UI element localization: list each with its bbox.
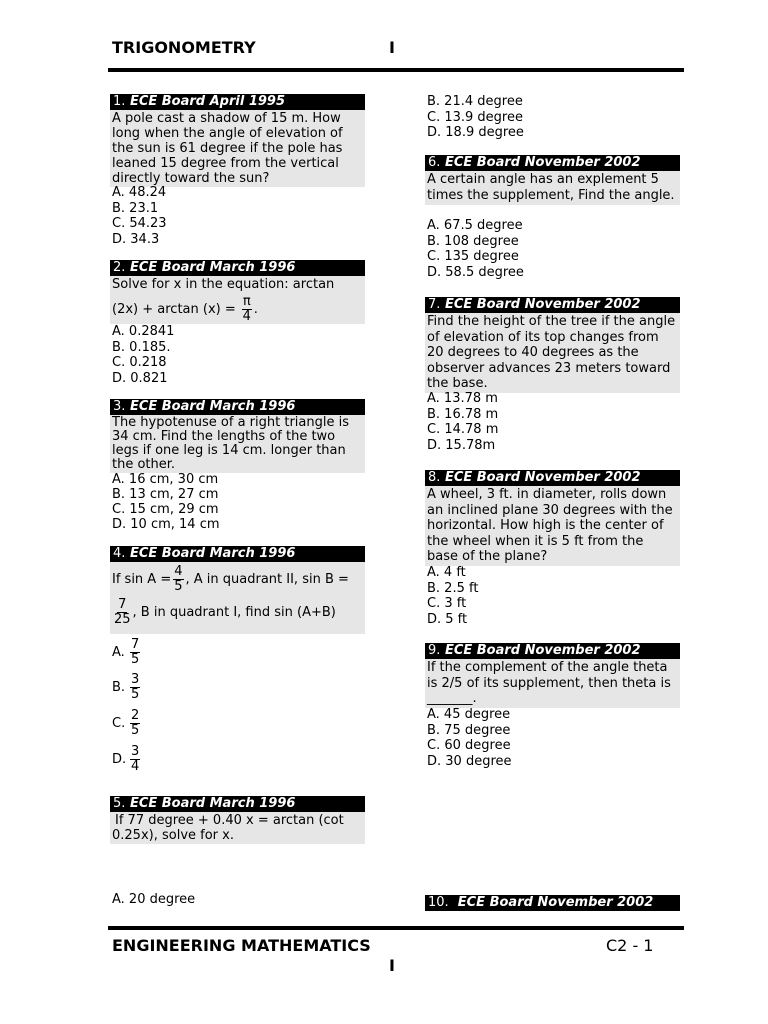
option-c: C. 15 cm, 29 cm [112,502,219,517]
header-title: TRIGONOMETRY [112,38,256,57]
option-d: D. 18.9 degree [427,125,524,140]
problem-2-question: Solve for x in the equation: arctan (2x) + arctan (x) = $\frac{\pi}{4}$ . [110,276,365,324]
problem-5-source: ECE Board March 1996 [129,796,296,811]
option-b: B. 0.185. [112,339,171,355]
problem-6-source: ECE Board November 2002 [444,155,641,170]
option-d: D. 34.3 [112,231,160,247]
option-c: C. 3 ft [427,596,467,611]
problem-9-source: ECE Board November 2002 [444,643,641,658]
pi-over-4-fraction: $\frac{\pi}{4}$ [242,294,251,324]
problem-2-header: 2. ECE Board March 1996 [110,260,365,276]
problem-3-options [112,472,220,532]
option-d: D. 58.5 degree [427,264,524,280]
problem-8-question: A wheel, 3 ft. in diameter, rolls down an inclined plane 30 degrees with the horizontal. How high is the center of the wheel when it is 5 ft from the base of the plane? [425,486,680,566]
option-b: B. 13 cm, 27 cm [112,487,219,502]
option-b: B. 23.1 [112,200,159,216]
problem-5-header: 5. ECE Board March 1996 [110,796,365,812]
problem-4-question: If sin A = $\frac{4}{5}$ , A in quadrant II, sin B = $\frac{7}{25}$ , B in quadrant I, find sin (A+B) [110,562,365,634]
problem-10-header: 10. ECE Board November 2002 [425,895,680,911]
option-a: A. 48.24 [112,185,167,200]
option-a: A. 45 degree [427,707,511,722]
option-a: A. 0.2841 [112,324,175,339]
problem-5-option-a: A. 20 degree [112,892,196,907]
option-c: C. $\frac{2}{5}$ [112,708,140,738]
problem-6-header: 6. ECE Board November 2002 [425,155,680,171]
problem-9-question: If the complement of the angle theta is 2/5 of its supplement, then theta is _______. [425,659,680,708]
option-a: A. $\frac{7}{5}$ [112,637,140,667]
problem-7-source: ECE Board November 2002 [444,297,641,312]
option-c: C. 54.23 [112,216,167,231]
option-b: B. 75 degree [427,722,511,738]
option-b: B. 2.5 ft [427,580,479,596]
header-rule [108,68,684,72]
problem-4-source: ECE Board March 1996 [129,546,296,561]
option-d: D. 0.821 [112,370,168,386]
problem-3-header: 3. ECE Board March 1996 [110,399,365,415]
option-a: A. 4 ft [427,565,466,580]
option-d: D. 10 cm, 14 cm [112,517,220,532]
problem-7-question: Find the height of the tree if the angle of elevation of its top changes from 20 degrees to 40 degrees as the observer advances 23 meters toward the base. [425,313,680,393]
option-a: A. 13.78 m [427,391,498,406]
option-c: C. 13.9 degree [427,109,523,125]
option-c: C. 14.78 m [427,422,499,437]
problem-3-question: The hypotenuse of a right triangle is 34 cm. Find the lengths of the two legs if one leg is 14 cm. longer than the other. [110,415,365,473]
option-d: D. 5 ft [427,611,468,627]
seven-over-25-fraction: $\frac{7}{25}$ [114,597,131,627]
option-d: D. $\frac{3}{4}$ [112,744,140,774]
problem-8-source: ECE Board November 2002 [444,470,641,485]
problem-4-header: 4. ECE Board March 1996 [110,546,365,562]
problem-1-question: A pole cast a shadow of 15 m. How long when the angle of elevation of the sun is 61 degree if the pole has leaned 15 degree from the vertical directly toward the sun? [110,110,365,187]
problem-7-options [427,391,498,453]
option-b: B. 108 degree [427,233,519,249]
problem-1-options [112,185,167,247]
option-c: C. 60 degree [427,738,511,753]
option-a: A. 16 cm, 30 cm [112,472,219,487]
problem-1-header: 1. ECE Board April 1995 [110,94,365,110]
problem-9-options [427,707,512,769]
four-fifths-fraction: $\frac{4}{5}$ [174,564,183,594]
problem-8-header: 8. ECE Board November 2002 [425,470,680,486]
problem-6-question: A certain angle has an explement 5 times the supplement, Find the angle. [425,171,680,205]
footer-mark: I [389,956,395,975]
problem-3-source: ECE Board March 1996 [129,399,296,414]
problem-2-options [112,324,174,386]
problem-8-options [427,565,478,627]
footer-rule [108,926,684,930]
problem-9-header: 9. ECE Board November 2002 [425,643,680,659]
problem-1-source: ECE Board April 1995 [129,94,286,109]
option-a: A. 67.5 degree [427,218,523,233]
page-number: C2 - 1 [606,936,654,955]
problem-2-source: ECE Board March 1996 [129,260,296,275]
option-d: D. 15.78m [427,437,496,453]
footer-title: ENGINEERING MATHEMATICS [112,936,371,955]
problem-7-header: 7. ECE Board November 2002 [425,297,680,313]
option-c: C. 0.218 [112,355,167,370]
option-c: C. 135 degree [427,249,519,264]
problem-10-source: ECE Board November 2002 [457,895,654,910]
option-b: B. 16.78 m [427,406,499,422]
option-b: B. 21.4 degree [427,94,523,109]
problem-5-options-continued [427,94,524,141]
option-b: B. $\frac{3}{5}$ [112,672,140,702]
problem-6-options [427,218,524,280]
problem-5-question: If 77 degree + 0.40 x = arctan (cot 0.25x), solve for x. [110,812,365,844]
header-mark: I [389,38,395,57]
option-d: D. 30 degree [427,753,512,769]
